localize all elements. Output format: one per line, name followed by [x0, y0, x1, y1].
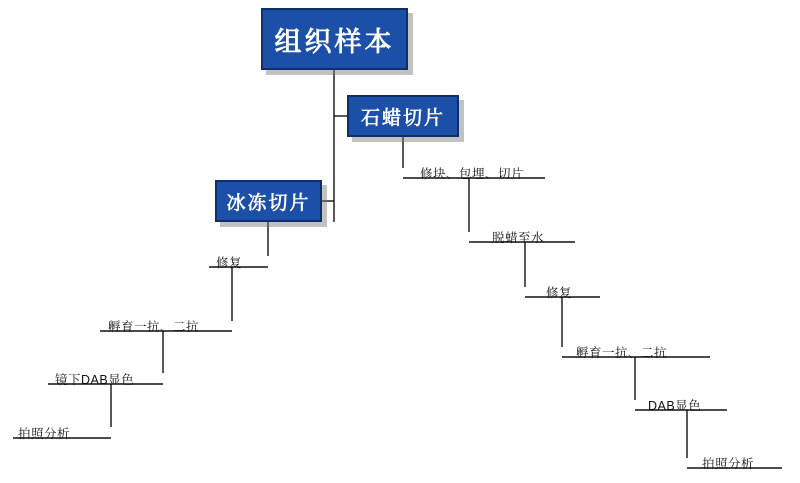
- step-frozen-3: 镜下DAB显色: [55, 373, 135, 387]
- node-paraffin-section[interactable]: [347, 95, 459, 137]
- step-paraffin-4: 孵育一抗、二抗: [576, 346, 668, 360]
- node-frozen-section[interactable]: [215, 180, 322, 222]
- step-paraffin-5: DAB显色: [648, 399, 702, 413]
- node-root-label: 组织样本: [274, 26, 395, 57]
- step-paraffin-2: 脱蜡至水: [492, 231, 545, 245]
- node-paraffin-label: 石蜡切片: [360, 107, 445, 129]
- step-paraffin-1: 修块、包埋、切片: [420, 167, 525, 181]
- step-paraffin-6: 拍照分析: [702, 457, 755, 471]
- step-paraffin-3: 修复: [546, 286, 573, 300]
- step-frozen-2: 孵育一抗、二抗: [108, 320, 200, 334]
- node-root[interactable]: [261, 8, 408, 70]
- node-frozen-label: 冰冻切片: [226, 192, 311, 214]
- step-frozen-4: 拍照分析: [18, 427, 71, 441]
- step-frozen-1: 修复: [216, 256, 243, 270]
